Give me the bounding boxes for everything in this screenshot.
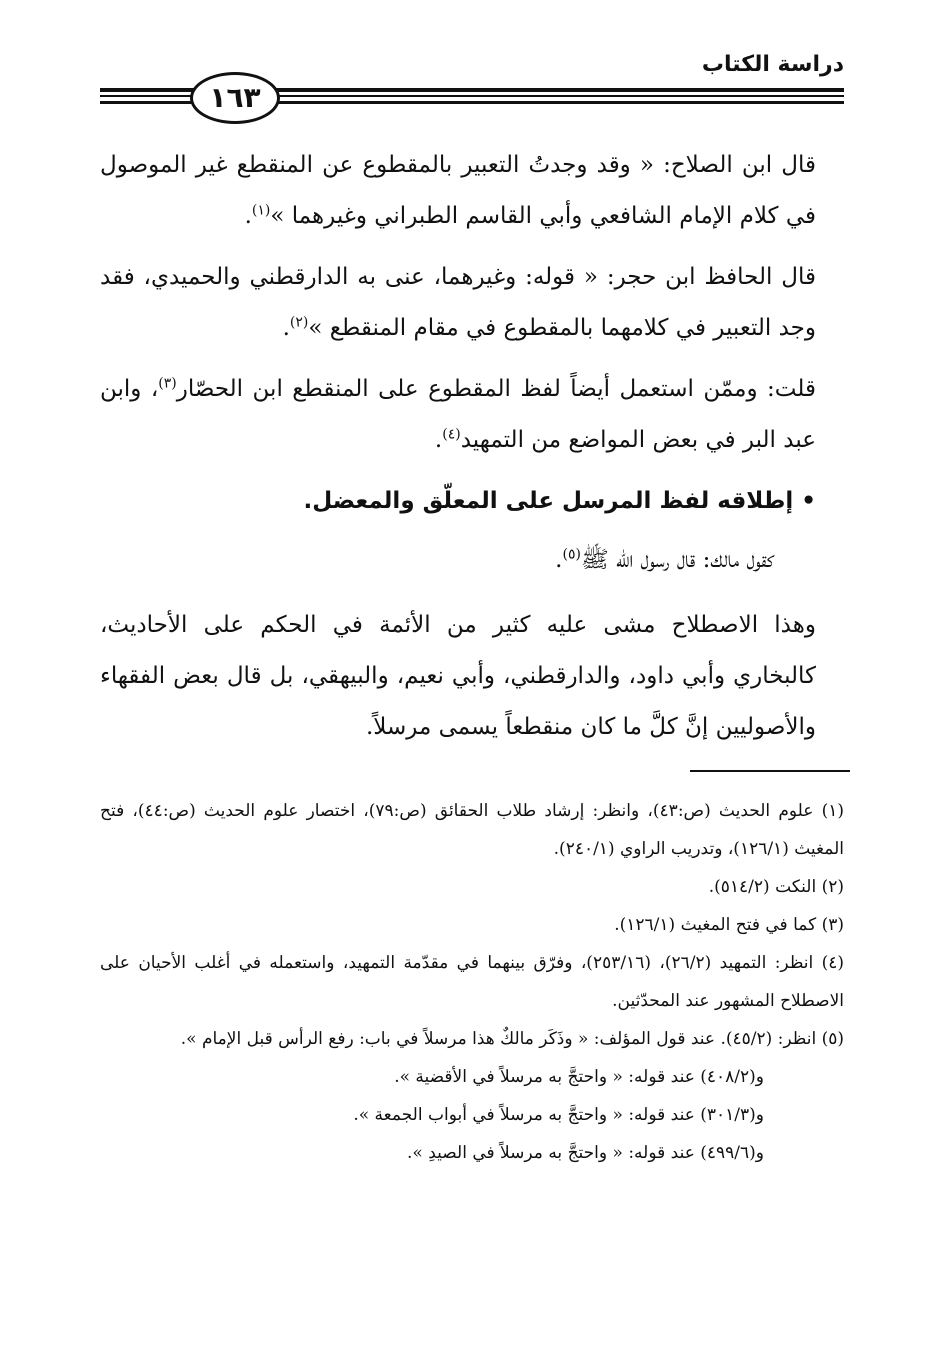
heading-text: إطلاقه لفظ المرسل على المعلّق والمعضل. bbox=[303, 488, 794, 514]
footnote-ref: (٥) bbox=[562, 546, 581, 563]
footnote-ref: (٤) bbox=[442, 426, 461, 443]
main-text bbox=[100, 140, 844, 763]
paragraph-text: قال الحافظ ابن حجر: « قوله: وغيرهما، عنى به الدارقطني والحميدي، فقد وجد التعبير في كلامهما بالمقطوع في مقام المنقطع » bbox=[100, 264, 816, 341]
paragraph-text: قلت: وممّن استعمل أيضاً لفظ المقطوع على المنقطع ابن الحصّار bbox=[176, 376, 816, 402]
footnote-ref: (٣) bbox=[158, 375, 177, 392]
bullet-icon: • bbox=[801, 488, 816, 514]
paragraph-text: وهذا الاصطلاح مشى عليه كثير من الأئمة في الحكم على الأحاديث، كالبخاري وأبي داود، والدارقطني، وأبي نعيم، والبيهقي، بل قال بعض الفقهاء والأصوليين إنَّ كلَّ ما كان منقطعاً يسمى مرسلاً. bbox=[100, 612, 816, 740]
footnote-5-continuation: و(٣٠١/٣) عند قوله: « واحتجَّ به مرسلاً في أبواب الجمعة ». bbox=[353, 1105, 764, 1125]
paragraph-qultu: قلت: وممّن استعمل أيضاً لفظ المقطوع على المنقطع ابن الحصّار$^{(٣)}$، وابن عبد البر في بعض المواضع من التمهيد$^{(٤)}$. bbox=[100, 375, 816, 453]
example-text: كقول مالك: قال رسول الله ﷺ bbox=[580, 547, 774, 573]
paragraph-text: قال ابن الصلاح: « وقد وجدتُ التعبير بالمقطوع عن المنقطع غير الموصول في كلام الإمام الشافعي وأبي القاسم الطبراني وغيرهما » bbox=[100, 152, 816, 229]
footnote-5: (٥) انظر: (٤٥/٢). عند قول المؤلف: « وذَكَر مالكٌ هذا مرسلاً في باب: رفع الرأس قبل الإمام ». bbox=[180, 1029, 844, 1049]
footnote-5-continuation: و(٤٠٨/٢) عند قوله: « واحتجَّ به مرسلاً في الأقضية ». bbox=[394, 1067, 764, 1087]
running-title: دراسة الكتاب bbox=[701, 52, 844, 77]
footnote-5-continuation: و(٤٩٩/٦) عند قوله: « واحتجَّ به مرسلاً في الصيدِ ». bbox=[407, 1143, 764, 1163]
footnote-ref: (٢) bbox=[289, 314, 309, 331]
footnote-1: (١) علوم الحديث (ص:٤٣)، وانظر: إرشاد طلاب الحقائق (ص:٧٩)، اختصار علوم الحديث (ص:٤٤)، فتح المغيث (١٢٦/١)، وتدريب الراوي (٢٤٠/١). bbox=[100, 801, 845, 859]
paragraph-text: ، وابن عبد البر في بعض المواضع من التمهيد bbox=[100, 376, 816, 453]
paragraph-ibn-salah: قال ابن الصلاح: « وقد وجدتُ التعبير بالمقطوع عن المنقطع غير الموصول في كلام الإمام الشافعي وأبي القاسم الطبراني وغيرهما »$^{(١)}$. bbox=[100, 152, 816, 229]
paragraph-istilah bbox=[100, 600, 844, 753]
section-heading bbox=[100, 476, 844, 527]
page-number-frame bbox=[190, 72, 280, 124]
footnote-4: (٤) انظر: التمهيد (٢٦/٢)، (٢٥٣/١٦)، وفرّق بينهما في مقدّمة التمهيد، واستعمله في أغلب الأحيان على الاصطلاح المشهور عند المحدّثين. bbox=[100, 953, 844, 1011]
footnote-ref: (١) bbox=[251, 202, 271, 219]
example-line: كقول مالك: قال رسول الله ﷺ$^{(٥)}$. bbox=[555, 546, 774, 573]
page-number: ١٦٣ bbox=[209, 81, 261, 114]
paragraph-ibn-hajar: قال الحافظ ابن حجر: « قوله: وغيرهما، عنى به الدارقطني والحميدي، فقد وجد التعبير في كلامهما بالمقطوع في مقام المنقطع »$^{(٢)}$. bbox=[100, 264, 816, 341]
footnote-3: (٣) كما في فتح المغيث (١٢٦/١). bbox=[614, 915, 844, 935]
footnotes bbox=[100, 792, 844, 1172]
footnote-separator bbox=[690, 770, 850, 772]
footnote-2: (٢) النكت (٥١٤/٢). bbox=[708, 877, 844, 897]
